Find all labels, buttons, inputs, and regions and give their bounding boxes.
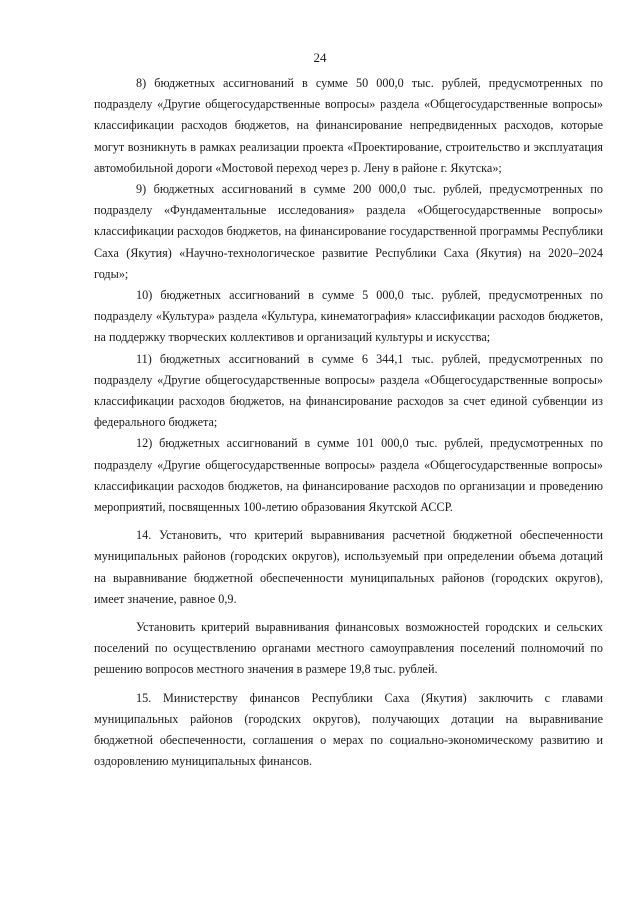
paragraph-item-8: 8) бюджетных ассигнований в сумме 50 000,0 тыс. рублей, предусмотренных по подразделу «Другие общегосударственные вопросы» раздела «Общегосударственные вопросы» классификации расходов бюджетов, на финансирование непредвиденных расходов, которые могут возникнуть в рамках реализации проекта «Проектирование, строительство и эксплуатация автомобильной дороги «Мостовой переход через р. Лену в районе г. Якутска»; <box>94 76 603 175</box>
document-body <box>94 73 603 773</box>
paragraph-clause-14-criterion: Установить критерий выравнивания финансовых возможностей городских и сельских поселений по осуществлению органами местного самоуправления поселений полномочий по решению вопросов местного значения в размере 19,8 тыс. рублей. <box>94 620 603 677</box>
paragraph-item-11: 11) бюджетных ассигнований в сумме 6 344,1 тыс. рублей, предусмотренных по подразделу «Другие общегосударственные вопросы» раздела «Общегосударственные вопросы» классификации расходов бюджетов, на финансирование расходов за счет единой субвенции из федерального бюджета; <box>94 351 603 430</box>
paragraph-item-12: 12) бюджетных ассигнований в сумме 101 000,0 тыс. рублей, предусмотренных по подразделу «Другие общегосударственные вопросы» раздела «Общегосударственные вопросы» классификации расходов бюджетов, на финансирование расходов по организации и проведению мероприятий, посвященных 100-летию образования Якутской АССР. <box>94 436 603 515</box>
paragraph-item-10: 10) бюджетных ассигнований в сумме 5 000,0 тыс. рублей, предусмотренных по подразделу «Культура» раздела «Культура, кинематография» классификации расходов бюджетов, на поддержку творческих коллективов и организаций культуры и искусства; <box>94 288 603 345</box>
page-number: 24 <box>313 50 327 65</box>
paragraph-clause-14: 14. Установить, что критерий выравнивания расчетной бюджетной обеспеченности муниципальных районов (городских округов), используемый при определении объема дотаций на выравнивание бюджетной обеспеченности муниципальных районов (городских округов), имеет значение, равное 0,9. <box>94 528 603 606</box>
paragraph-clause-15: 15. Министерству финансов Республики Саха (Якутия) заключить с главами муниципальных районов (городских округов), получающих дотации на выравнивание бюджетной обеспеченности, соглашения о мерах по социально-экономическому развитию и оздоровлению муниципальных финансов. <box>94 690 603 769</box>
paragraph-item-9: 9) бюджетных ассигнований в сумме 200 000,0 тыс. рублей, предусмотренных по подразделу «Фундаментальные исследования» раздела «Общегосударственные вопросы» классификации расходов бюджетов, на финансирование государственной программы Республики Саха (Якутия) «Научно-технологическое развитие Республики Саха (Якутия) на 2020–2024 годы»; <box>94 182 603 281</box>
